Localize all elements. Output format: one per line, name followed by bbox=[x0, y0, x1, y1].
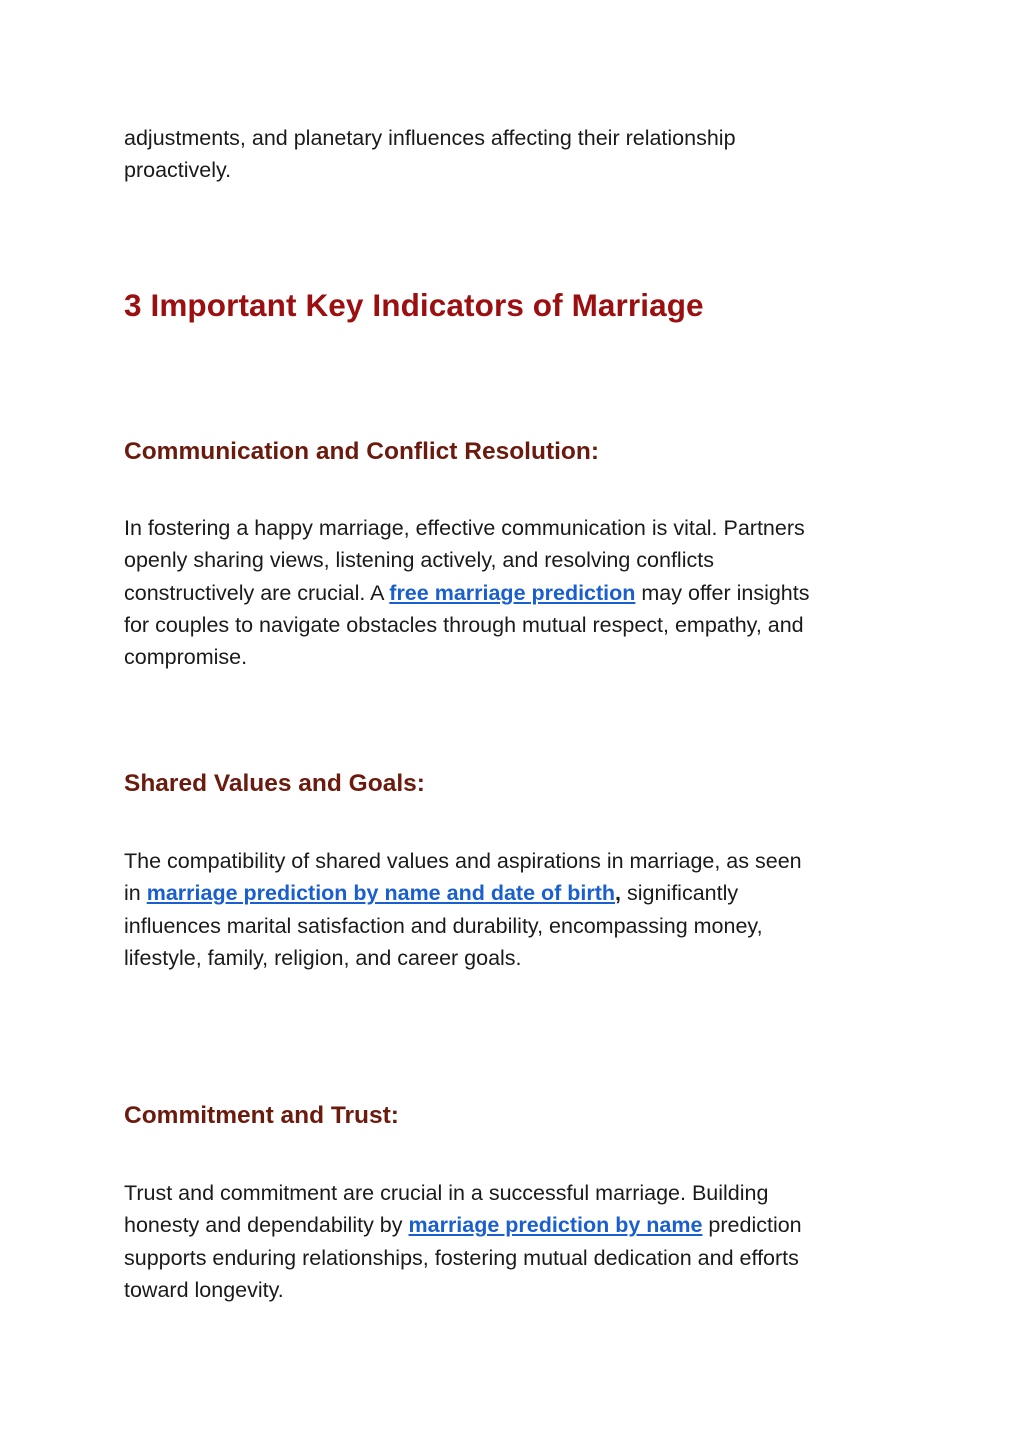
marriage-prediction-name-dob-link[interactable]: marriage prediction by name and date of birth bbox=[146, 881, 616, 906]
paragraph-line: supports enduring relationships, fostering mutual dedication and efforts bbox=[124, 1245, 799, 1270]
main-heading: 3 Important Key Indicators of Marriage bbox=[124, 287, 704, 323]
paragraph-line: The compatibility of shared values and aspirations in marriage, as seen bbox=[124, 849, 802, 873]
paragraph-line: openly sharing views, listening actively, and resolving conflicts bbox=[124, 548, 714, 573]
intro-paragraph bbox=[124, 122, 904, 187]
marriage-prediction-by-name-link[interactable]: marriage prediction by name bbox=[408, 1213, 703, 1238]
paragraph-line: compromise. bbox=[124, 645, 248, 670]
section-paragraph-commitment bbox=[124, 1177, 904, 1306]
paragraph-line: in bbox=[124, 881, 147, 906]
paragraph-line: constructively are crucial. A bbox=[124, 580, 390, 605]
intro-line-1: adjustments, and planetary influences affecting their relationship bbox=[124, 126, 736, 150]
paragraph-line: Trust and commitment are crucial in a successful marriage. Building bbox=[124, 1181, 769, 1205]
paragraph-line: prediction bbox=[702, 1213, 802, 1238]
paragraph-line: significantly bbox=[621, 881, 739, 906]
section-heading-communication: Communication and Conflict Resolution: bbox=[124, 438, 600, 465]
free-marriage-prediction-link[interactable]: free marriage prediction bbox=[389, 580, 636, 605]
paragraph-line: honesty and dependability by bbox=[124, 1213, 409, 1238]
section-paragraph-communication bbox=[124, 512, 904, 673]
intro-line-2: proactively. bbox=[124, 158, 232, 183]
paragraph-line: In fostering a happy marriage, effective communication is vital. Partners bbox=[124, 516, 805, 540]
section-paragraph-shared-values bbox=[124, 845, 904, 974]
paragraph-line: for couples to navigate obstacles through mutual respect, empathy, and bbox=[124, 612, 804, 637]
paragraph-line: may offer insights bbox=[635, 580, 810, 605]
paragraph-line: lifestyle, family, religion, and career goals. bbox=[124, 945, 522, 970]
paragraph-line: influences marital satisfaction and durability, encompassing money, bbox=[124, 913, 763, 938]
section-heading-shared-values: Shared Values and Goals: bbox=[124, 770, 425, 797]
section-heading-commitment: Commitment and Trust: bbox=[124, 1102, 399, 1129]
link-comma: , bbox=[615, 881, 622, 906]
paragraph-line: toward longevity. bbox=[124, 1277, 284, 1302]
